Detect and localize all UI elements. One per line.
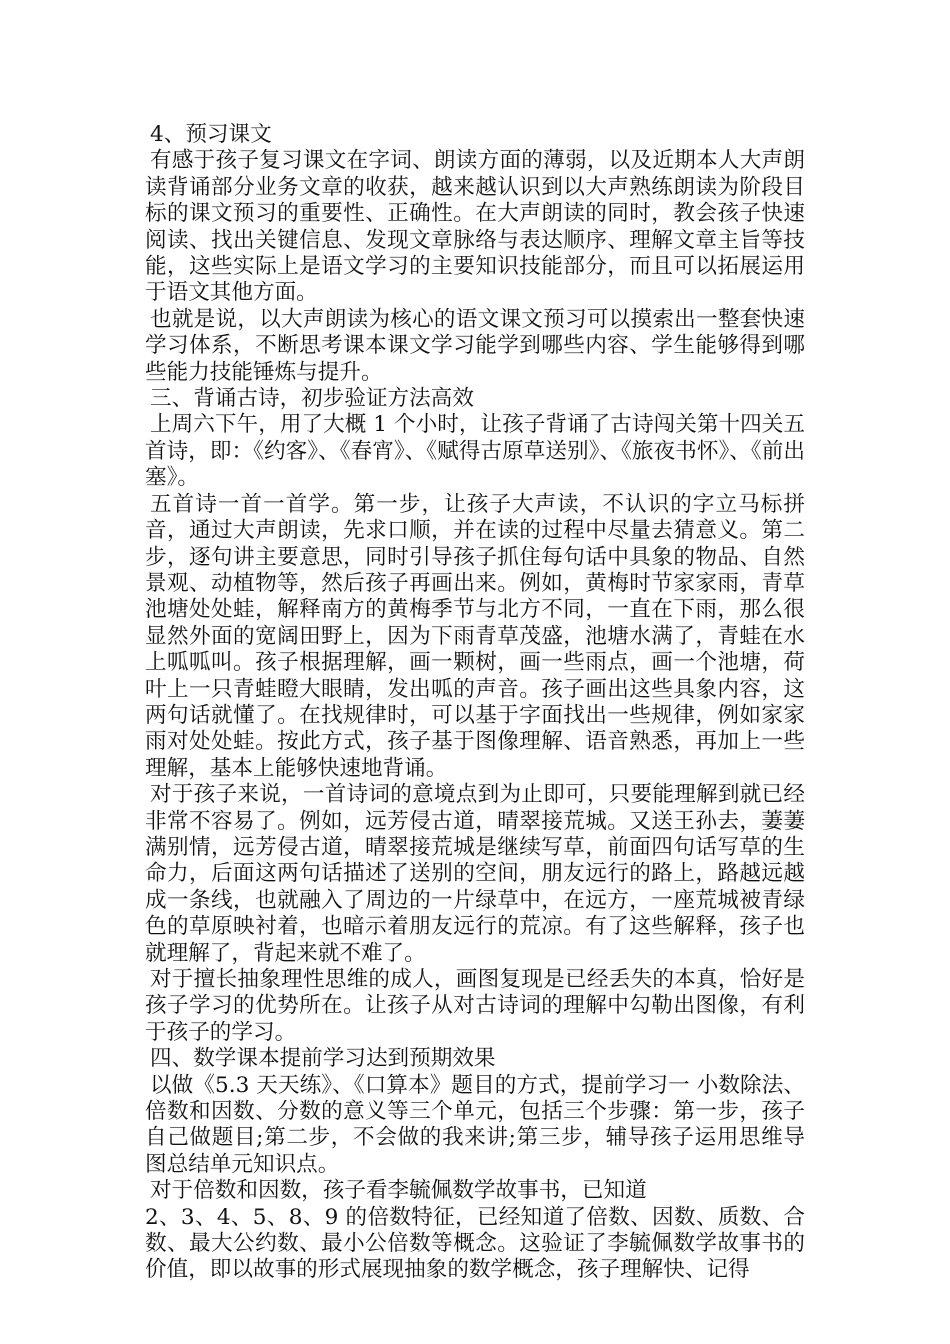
paragraph: 以做《5.3 天天练》、《口算本》题目的方式，提前学习一 小数除法、倍数和因数、分数的意义等三个单元，包括三个步骤：第一步，孩子自己做题目;第二步，不会做的我来讲;第三步，辅导孩子运用思维导图总结单元知识点。 <box>145 1072 805 1177</box>
section-heading-math: 四、数学课本提前学习达到预期效果 <box>150 1046 496 1072</box>
paragraph: 对于孩子来说，一首诗词的意境点到为止即可，只要能理解到就已经非常不容易了。例如，远芳侵古道，晴翠接荒城。又送王孙去，萋萋满别情，远芳侵古道，晴翠接荒城是继续写草，前面四句话写草的生命力，后面这两句话描述了送别的空间，朋友远行的路上，路越远越成一条线，也就融入了周边的一片绿草中，在远方，一座荒城被青绿色的草原映衬着，也暗示着朋友远行的荒凉。有了这些解释，孩子也就理解了，背起来就不难了。 <box>145 782 805 966</box>
paragraph: 上周六下午，用了大概 1 个小时，让孩子背诵了古诗闯关第十四关五首诗，即：《约客》、《春宵》、《赋得古原草送别》、《旅夜书怀》、《前出塞》。 <box>145 412 805 491</box>
section-heading-preview: 4、预习课文 <box>150 122 272 147</box>
paragraph: 五首诗一首一首学。第一步，让孩子大声读，不认识的字立马标拼音，通过大声朗读，先求口顺，并在读的过程中尽量去猜意义。第二步，逐句讲主要意思，同时引导孩子抓住每句话中具象的物品、自然景观、动植物等，然后孩子再画出来。例如，黄梅时节家家雨，青草池塘处处蛙，解释南方的黄梅季节与北方不同，一直在下雨，那么很显然外面的宽阔田野上，因为下雨青草茂盛，池塘水满了，青蛙在水上呱呱叫。孩子根据理解，画一颗树，画一些雨点，画一个池塘，荷叶上一只青蛙瞪大眼睛，发出呱的声音。孩子画出这些具象内容，这两句话就懂了。在找规律时，可以基于字面找出一些规律，例如家家雨对处处蛙。按此方式，孩子基于图像理解、语音熟悉，再加上一些理解，基本上能够快速地背诵。 <box>145 491 805 781</box>
paragraph: 对于倍数和因数，孩子看李毓佩数学故事书，已知道 <box>150 1178 647 1204</box>
section-heading-poems: 三、背诵古诗，初步验证方法高效 <box>150 386 474 412</box>
paragraph: 2、3、4、5、8、9 的倍数特征，已经知道了倍数、因数、质数、合数、最大公约数、最小公倍数等概念。这验证了李毓佩数学故事书的价值，即以故事的形式展现抽象的数学概念，孩子理解快、记得 <box>145 1204 805 1283</box>
paragraph: 对于擅长抽象理性思维的成人，画图复现是已经丢失的本真，恰好是孩子学习的优势所在。让孩子从对古诗词的理解中勾勒出图像，有利于孩子的学习。 <box>145 967 805 1045</box>
paragraph: 有感于孩子复习课文在字词、朗读方面的薄弱，以及近期本人大声朗读背诵部分业务文章的收获，越来越认识到以大声熟练朗读为阶段目标的课文预习的重要性、正确性。在大声朗读的同时，教会孩子快速阅读、找出关键信息、发现文章脉络与表达顺序、理解文章主旨等技能，这些实际上是语文学习的主要知识技能部分，而且可以拓展运用于语文其他方面。 <box>145 148 805 306</box>
document-page <box>145 122 805 1284</box>
paragraph: 也就是说，以大声朗读为核心的语文课文预习可以摸索出一整套快速学习体系，不断思考课本课文学习能学到哪些内容、学生能够得到哪些能力技能锤炼与提升。 <box>145 306 805 385</box>
